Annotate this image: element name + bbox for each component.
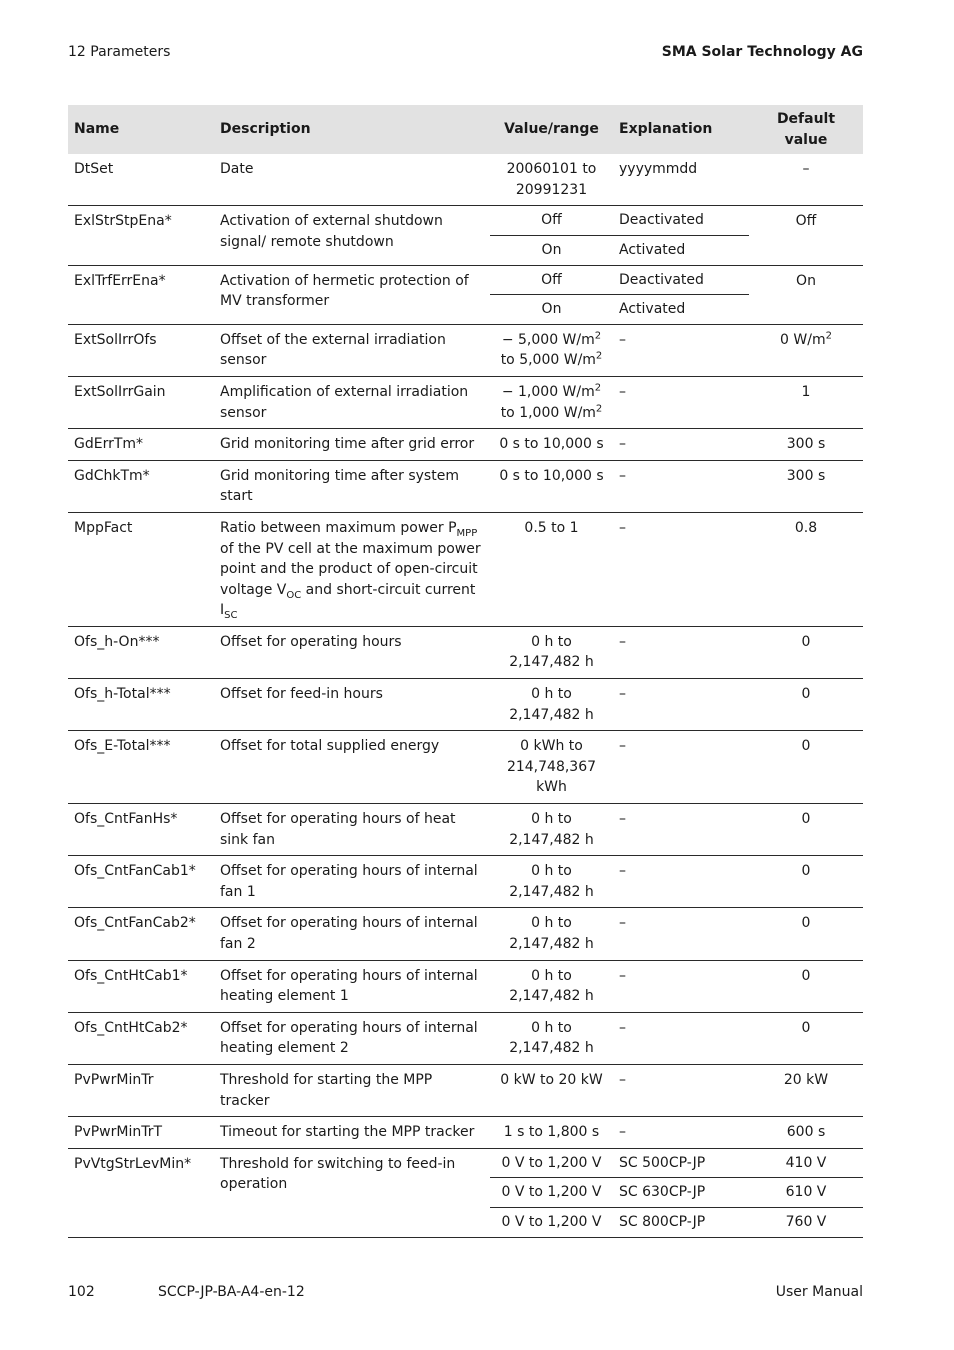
- table-row: [68, 1012, 863, 1064]
- param-explanation: –: [613, 324, 749, 376]
- param-name: PvVtgStrLevMin*: [68, 1148, 214, 1237]
- param-explanation: –: [613, 460, 749, 512]
- param-explanation: SC 500CP-JP: [613, 1148, 749, 1178]
- param-value: On: [490, 295, 613, 325]
- param-name: Ofs_E-Total***: [68, 731, 214, 804]
- table-row: [68, 960, 863, 1012]
- table-row: [68, 1117, 863, 1149]
- param-name: MppFact: [68, 512, 214, 626]
- table-row: [68, 856, 863, 908]
- param-explanation: –: [613, 804, 749, 856]
- param-description: Date: [214, 154, 490, 206]
- param-description: Offset for operating hours of heat sink fan: [214, 804, 490, 856]
- table-row: [68, 804, 863, 856]
- param-value: 0 kW to 20 kW: [490, 1064, 613, 1116]
- param-name: DtSet: [68, 154, 214, 206]
- param-value: 0 h to 2,147,482 h: [490, 960, 613, 1012]
- param-name: Ofs_h-On***: [68, 626, 214, 678]
- value-exponent: 2: [595, 402, 603, 414]
- param-explanation: –: [613, 1064, 749, 1116]
- param-description: Offset of the external irradiation sensor: [214, 324, 490, 376]
- param-explanation: –: [613, 626, 749, 678]
- param-default: 20 kW: [749, 1064, 863, 1116]
- col-header-description: Description: [214, 105, 490, 154]
- description-text: of the PV cell at the maximum power point and the product of open-circuit voltage V: [220, 540, 481, 598]
- param-description: Amplification of external irradiation sensor: [214, 376, 490, 428]
- param-explanation: Activated: [613, 295, 749, 325]
- param-explanation: –: [613, 512, 749, 626]
- header-section: 12 Parameters: [68, 44, 171, 60]
- description-text: Ratio between maximum power P: [220, 519, 457, 536]
- param-value: 0 h to 2,147,482 h: [490, 679, 613, 731]
- value-exponent: 2: [595, 350, 603, 362]
- param-value: 0 s to 10,000 s: [490, 429, 613, 461]
- value-text: − 5,000 W/m: [501, 331, 595, 348]
- col-header-default-value: Default value: [749, 105, 863, 154]
- param-name: Ofs_CntFanCab2*: [68, 908, 214, 960]
- param-name: PvPwrMinTrT: [68, 1117, 214, 1149]
- param-name: ExlTrfErrEna*: [68, 265, 214, 324]
- param-description: Grid monitoring time after system start: [214, 460, 490, 512]
- param-default: 0: [749, 856, 863, 908]
- param-default: 0: [749, 908, 863, 960]
- description-text: and short-circuit current I: [220, 581, 476, 619]
- table-header-row: [68, 105, 863, 154]
- table-row: [68, 908, 863, 960]
- param-default: 760 V: [749, 1207, 863, 1237]
- param-value: [490, 324, 613, 376]
- param-value: 0 kWh to 214,748,367 kWh: [490, 731, 613, 804]
- param-explanation: Deactivated: [613, 206, 749, 236]
- param-explanation: –: [613, 731, 749, 804]
- footer-doc-id: SCCP-JP-BA-A4-en-12: [158, 1284, 305, 1300]
- param-explanation: SC 800CP-JP: [613, 1207, 749, 1237]
- param-value: 0.5 to 1: [490, 512, 613, 626]
- parameters-table: [68, 105, 863, 1238]
- param-name: Ofs_CntHtCab1*: [68, 960, 214, 1012]
- param-description: Grid monitoring time after grid error: [214, 429, 490, 461]
- subscript: OC: [286, 589, 302, 601]
- footer-page-number: 102: [68, 1284, 95, 1300]
- footer-doc-type: User Manual: [775, 1284, 863, 1300]
- param-explanation: –: [613, 429, 749, 461]
- param-default: 0: [749, 960, 863, 1012]
- param-description: Offset for operating hours of internal heating element 2: [214, 1012, 490, 1064]
- param-default: 600 s: [749, 1117, 863, 1149]
- param-default: 0: [749, 679, 863, 731]
- param-name: ExtSolIrrOfs: [68, 324, 214, 376]
- param-explanation: –: [613, 960, 749, 1012]
- value-exponent: 2: [594, 330, 602, 342]
- param-default: 410 V: [749, 1148, 863, 1178]
- table-row: [68, 154, 863, 206]
- param-value: Off: [490, 265, 613, 295]
- param-description: Offset for total supplied energy: [214, 731, 490, 804]
- table-row: [68, 206, 863, 236]
- table-row: [68, 512, 863, 626]
- param-default: [749, 324, 863, 376]
- param-name: GdErrTm*: [68, 429, 214, 461]
- table-row: [68, 265, 863, 295]
- param-name: Ofs_CntHtCab2*: [68, 1012, 214, 1064]
- col-header-explanation: Explanation: [613, 105, 749, 154]
- value-exponent: 2: [594, 382, 602, 394]
- subscript: SC: [224, 610, 238, 622]
- param-explanation: –: [613, 856, 749, 908]
- param-default: 610 V: [749, 1178, 863, 1208]
- param-name: ExlStrStpEna*: [68, 206, 214, 265]
- param-description: Activation of hermetic protection of MV transformer: [214, 265, 490, 324]
- param-default: 0.8: [749, 512, 863, 626]
- param-explanation: –: [613, 376, 749, 428]
- table-row: [68, 429, 863, 461]
- header-company: SMA Solar Technology AG: [661, 44, 863, 60]
- param-description: Offset for operating hours of internal fan 2: [214, 908, 490, 960]
- table-row: [68, 626, 863, 678]
- param-value: 0 s to 10,000 s: [490, 460, 613, 512]
- param-name: GdChkTm*: [68, 460, 214, 512]
- param-default: –: [749, 154, 863, 206]
- table-row: [68, 324, 863, 376]
- param-value: 1 s to 1,800 s: [490, 1117, 613, 1149]
- param-value: 0 h to 2,147,482 h: [490, 908, 613, 960]
- param-default: 1: [749, 376, 863, 428]
- param-default: 0: [749, 804, 863, 856]
- param-value: 0 h to 2,147,482 h: [490, 804, 613, 856]
- param-name: Ofs_h-Total***: [68, 679, 214, 731]
- param-explanation: Deactivated: [613, 265, 749, 295]
- param-value: 0 V to 1,200 V: [490, 1148, 613, 1178]
- param-value: 0 h to 2,147,482 h: [490, 856, 613, 908]
- param-explanation: SC 630CP-JP: [613, 1178, 749, 1208]
- subscript: MPP: [456, 527, 478, 539]
- table-row: [68, 1148, 863, 1178]
- col-header-value-range: Value/range: [490, 105, 613, 154]
- param-description: Offset for feed-in hours: [214, 679, 490, 731]
- param-value: 0 V to 1,200 V: [490, 1178, 613, 1208]
- param-default: 0: [749, 731, 863, 804]
- param-name: Ofs_CntFanHs*: [68, 804, 214, 856]
- param-value: 20060101 to 20991231: [490, 154, 613, 206]
- table-row: [68, 460, 863, 512]
- table-row: [68, 1064, 863, 1116]
- param-name: Ofs_CntFanCab1*: [68, 856, 214, 908]
- table-row: [68, 679, 863, 731]
- param-default: 300 s: [749, 460, 863, 512]
- table-row: [68, 731, 863, 804]
- param-description: Activation of external shutdown signal/ remote shutdown: [214, 206, 490, 265]
- param-description: Timeout for starting the MPP tracker: [214, 1117, 490, 1149]
- param-default: 300 s: [749, 429, 863, 461]
- param-value: 0 h to 2,147,482 h: [490, 626, 613, 678]
- param-description: Offset for operating hours of internal fan 1: [214, 856, 490, 908]
- param-description: Threshold for starting the MPP tracker: [214, 1064, 490, 1116]
- table-row: [68, 376, 863, 428]
- param-name: PvPwrMinTr: [68, 1064, 214, 1116]
- param-explanation: Activated: [613, 235, 749, 265]
- param-value: Off: [490, 206, 613, 236]
- param-default: Off: [749, 206, 863, 265]
- default-text: 0 W/m: [780, 331, 826, 348]
- param-value: [490, 376, 613, 428]
- col-header-name: Name: [68, 105, 214, 154]
- value-text: to 5,000 W/m: [500, 352, 596, 369]
- param-explanation: –: [613, 679, 749, 731]
- param-explanation: –: [613, 1117, 749, 1149]
- param-explanation: yyyymmdd: [613, 154, 749, 206]
- param-description: Threshold for switching to feed-in operation: [214, 1148, 490, 1237]
- param-explanation: –: [613, 908, 749, 960]
- param-description: Offset for operating hours of internal heating element 1: [214, 960, 490, 1012]
- param-value: 0 V to 1,200 V: [490, 1207, 613, 1237]
- param-name: ExtSolIrrGain: [68, 376, 214, 428]
- param-explanation: –: [613, 1012, 749, 1064]
- value-text: to 1,000 W/m: [500, 404, 596, 421]
- param-description: [214, 512, 490, 626]
- default-exponent: 2: [825, 330, 832, 342]
- param-description: Offset for operating hours: [214, 626, 490, 678]
- value-text: − 1,000 W/m: [501, 383, 595, 400]
- param-default: 0: [749, 626, 863, 678]
- param-value: 0 h to 2,147,482 h: [490, 1012, 613, 1064]
- param-value: On: [490, 235, 613, 265]
- param-default: On: [749, 265, 863, 324]
- param-default: 0: [749, 1012, 863, 1064]
